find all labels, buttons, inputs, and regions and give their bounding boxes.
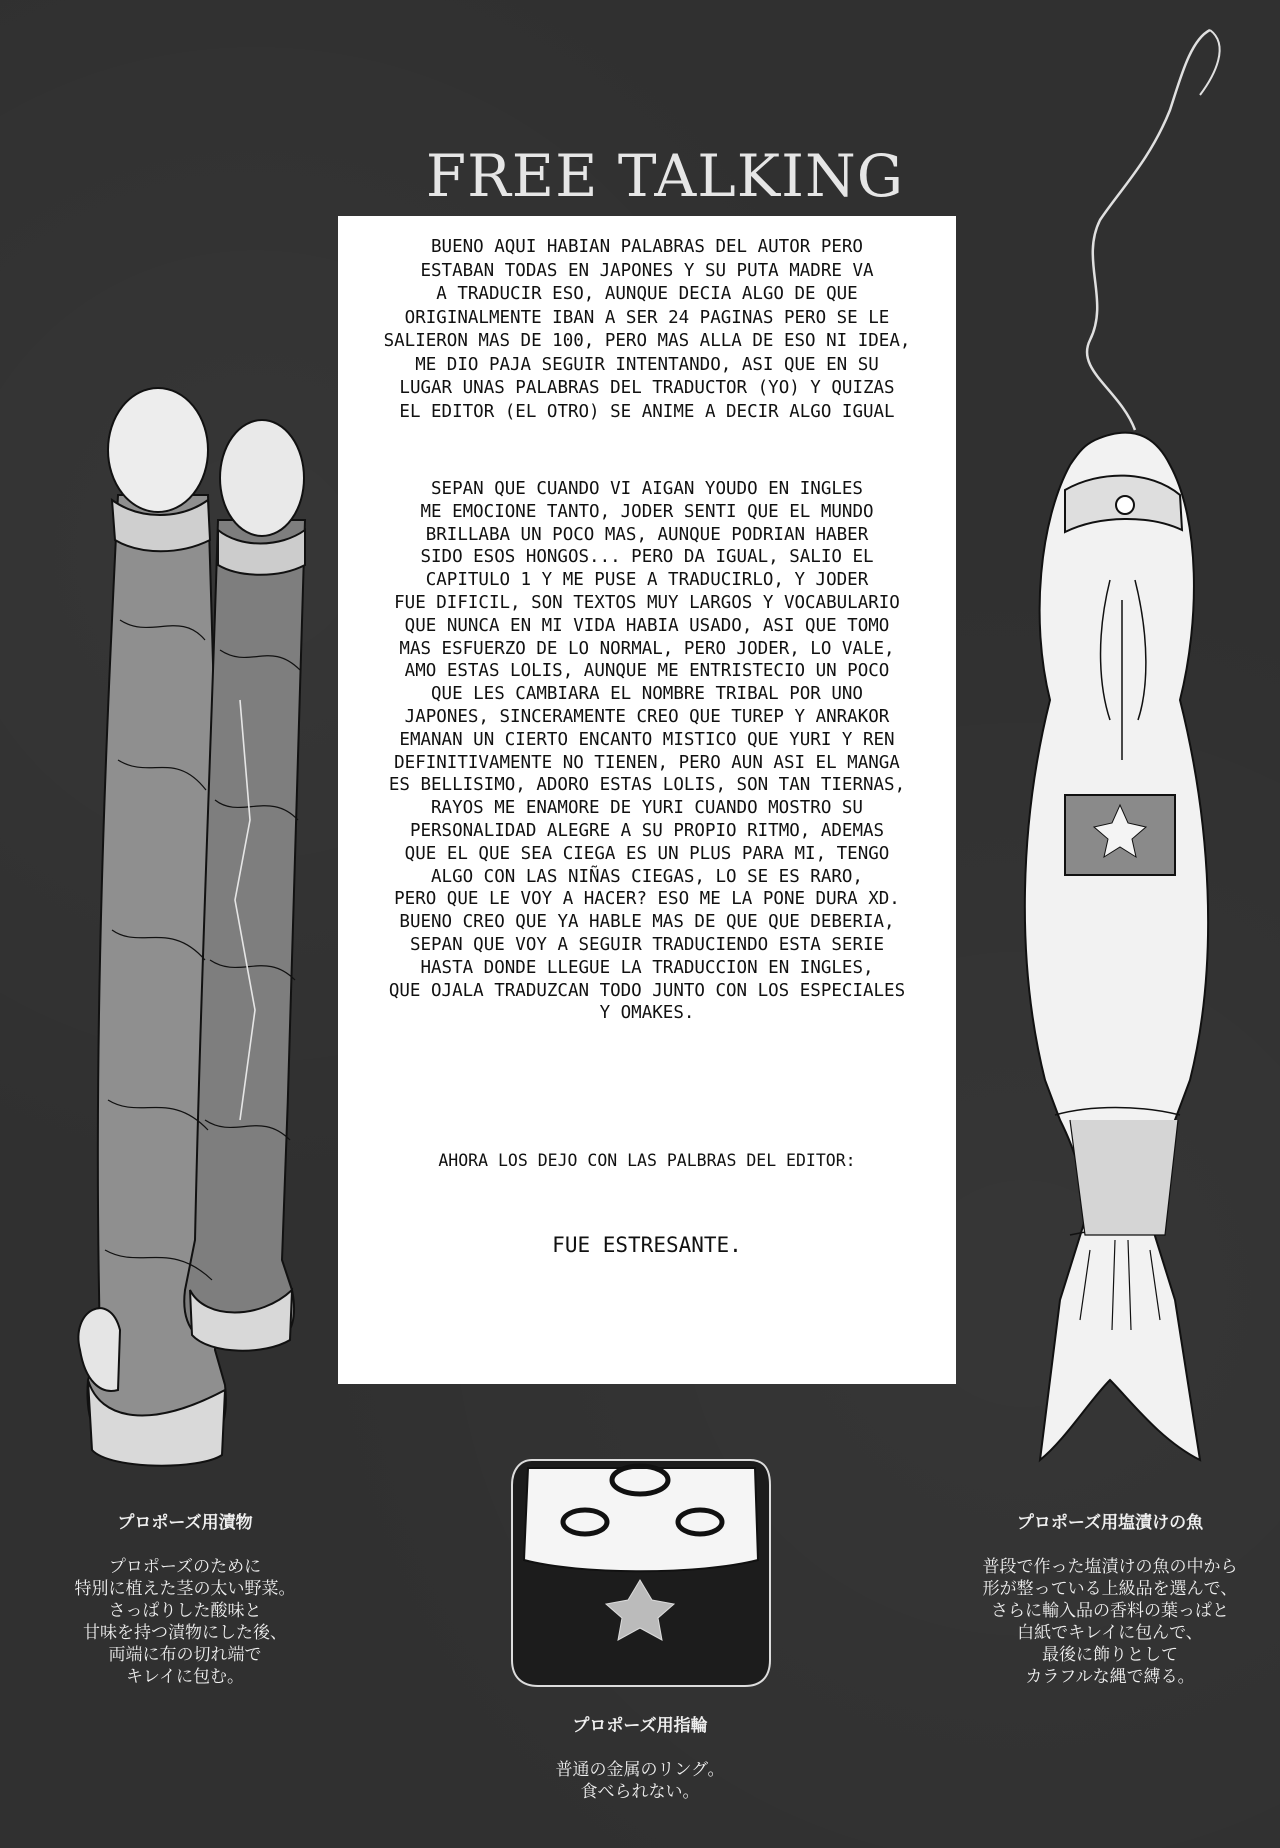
caption-left (40, 1490, 330, 1688)
caption-middle-heading: プロポーズ用指輪 (572, 1716, 708, 1736)
caption-right-heading: プロポーズ用塩漬けの魚 (1016, 1513, 1204, 1533)
editor-intro-text: AHORA LOS DEJO CON LAS PALBRAS DEL EDITOR: (438, 1151, 856, 1170)
translator-note-paragraph-2: SEPAN QUE CUANDO VI AIGAN YOUDO EN INGLES ME EMOCIONE TANTO, JODER SENTI QUE EL MUNDO BRILLABA UN POCO MAS, AUNQUE PODRIAN HABER SIDO ESOS HONGOS... PERO DA IGUAL, SALIO EL CAPITULO 1 Y ME PUSE A TRADUCIRLO, Y JODER FUE DIFICIL, SON TEXTOS MUY LARGOS Y VOCABULARIO QUE NUNCA EN MI VIDA HABIA USADO, ASI QUE TOMO MAS ESFUERZO DE LO NORMAL, PERO JODER, LO VALE, AMO ESTAS LOLIS, AUNQUE ME ENTRISTECIO UN POCO QUE LES CAMBIARA EL NOMBRE TRIBAL POR UNO JAPONES, SINCERAMENTE CREO QUE TUREP Y ANRAKOR EMANAN UN CIERTO ENCANTO MISTICO QUE YURI Y REN DEFINITIVAMENTE NO TIENEN, PERO AUN ASI EL MANGA ES BELLISIMO, ADORO ESTAS LOLIS, SON TAN TIERNAS, RAYOS ME ENAMORE DE YURI CUANDO MOSTRO SU PERSONALIDAD ALEGRE A SU PROPIO RITMO, ADEMAS QUE EL QUE SEA CIEGA ES UN PLUS PARA MI, TENGO ALGO CON LAS NIÑAS CIEGAS, LO SE ES RARO, PERO QUE LE VOY A HACER? ESO ME LA PONE DURA XD. BUENO CREO QUE YA HABLE MAS DE QUE QUE DEBERIA, SEPAN QUE VOY A SEGUIR TRADUCIENDO ESTA SERIE HASTA DONDE LLEGUE LA TRADUCCION EN INGLES, QUE OJALA TRADUZCAN TODO JUNTO CON LOS ESPECIALES Y OMAKES. (388, 479, 906, 1024)
translator-note-paragraph-1: BUENO AQUI HABIAN PALABRAS DEL AUTOR PERO ESTABAN TODAS EN JAPONES Y SU PUTA MADRE VA A TRADUCIR ESO, AUNQUE DECIA ALGO DE QUE ORIGINALMENTE IBAN A SER 24 PAGINAS PERO SE LE SALIERON MAS DE 100, PERO MAS ALLA DE ESO NI IDEA, ME DIO PAJA SEGUIR INTENTANDO, ASI QUE EN SU LUGAR UNAS PALABRAS DEL TRADUCTOR (YO) Y QUIZAS EL EDITOR (EL OTRO) SE ANIME A DECIR ALGO IGUAL (383, 237, 911, 422)
ring-box-illustration (512, 1460, 770, 1686)
wrapped-fish-illustration (1025, 30, 1220, 1460)
caption-middle-body: 普通の金属のリング。 食べられない。 (555, 1760, 725, 1802)
wrapped-vegetable-illustration (78, 388, 305, 1466)
caption-left-heading: プロポーズ用漬物 (117, 1513, 253, 1533)
text-panel (338, 216, 956, 1384)
caption-right-body: 普段で作った塩漬けの魚の中から 形が整っている上級品を選んで、 さらに輸入品の香料の葉っぱと 白紙でキレイに包んで、 最後に飾りとして カラフルな縄で縛る。 (982, 1557, 1238, 1687)
caption-left-body: プロポーズのために 特別に植えた茎の太い野菜。 さっぱりした酸味と 甘味を持つ漬物にした後、 両端に布の切れ端で キレイに包む。 (74, 1557, 296, 1687)
caption-right (960, 1490, 1260, 1688)
editor-note-text: FUE ESTRESANTE. (552, 1233, 742, 1257)
caption-middle (500, 1693, 780, 1803)
page-title: FREE TALKING (425, 142, 905, 210)
